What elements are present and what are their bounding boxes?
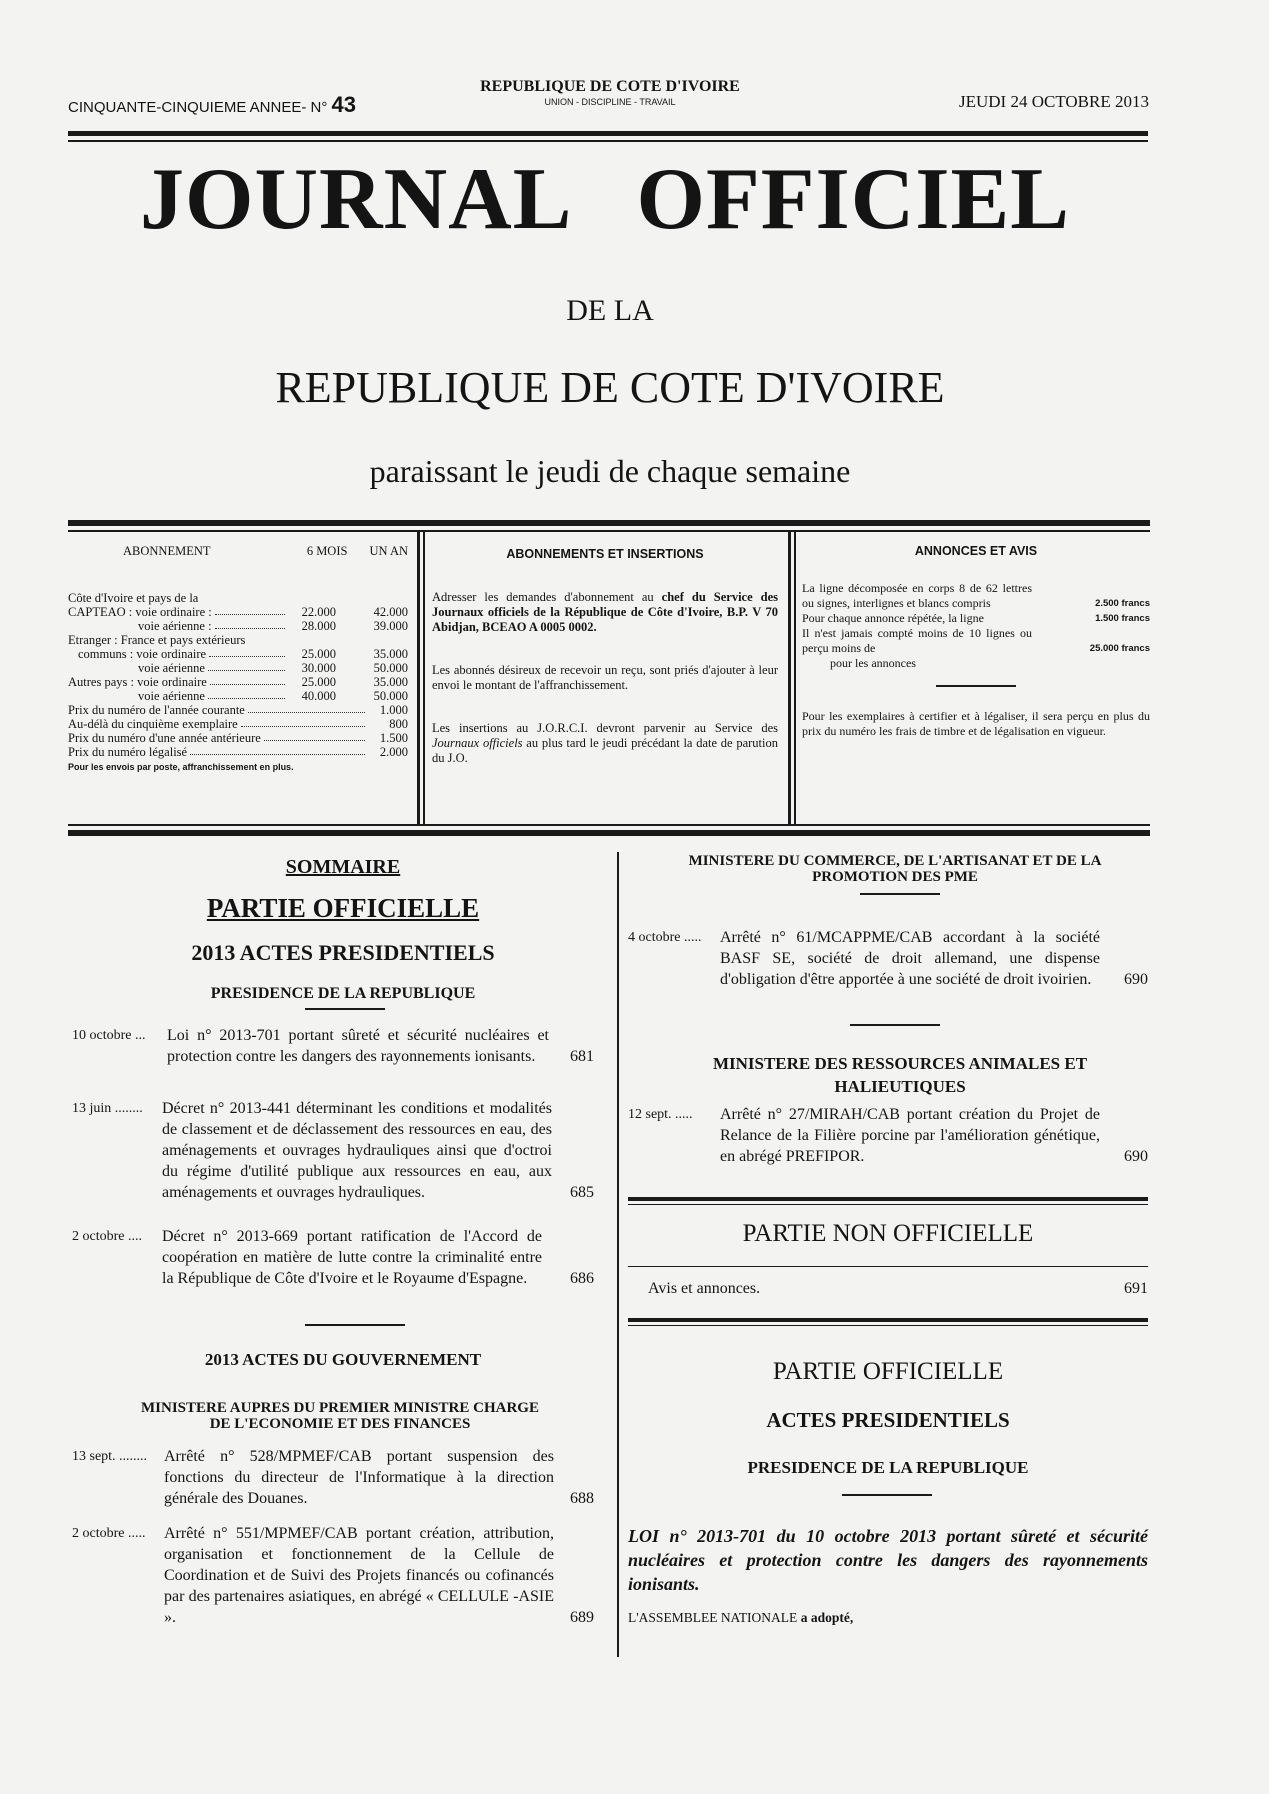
header-rule-thick — [68, 131, 1148, 136]
col-6mois: 6 MOIS — [306, 544, 348, 558]
box-top-thin — [68, 530, 1150, 532]
subscription-row-6mois: 25.000 — [301, 675, 336, 689]
avis-page: 691 — [1124, 1280, 1148, 1297]
leader-dots — [248, 703, 365, 713]
subscription-header-label: ABONNEMENT — [123, 544, 211, 558]
ministere-pm: MINISTERE AUPRES DU PREMIER MINISTRE CHARGE DE L'ECONOMIE ET DES FINANCES — [141, 1400, 539, 1432]
sommaire-entry — [72, 1226, 594, 1289]
non-officielle-rule-top2 — [628, 1204, 1148, 1205]
box-divider-2 — [788, 532, 791, 824]
assemblee-label: L'ASSEMBLEE NATIONALE — [628, 1610, 798, 1625]
subscription-row-6mois: 30.000 — [301, 661, 336, 675]
subscription-table — [68, 544, 408, 772]
subscription-row — [68, 605, 408, 619]
subscription-row-label: Côte d'Ivoire et pays de la — [68, 591, 199, 605]
price-row-label: Prix du numéro d'une année antérieure — [68, 731, 261, 745]
subscription-row-6mois — [288, 591, 336, 605]
insertions-column — [432, 547, 778, 766]
subscription-row-unan — [336, 633, 408, 647]
de-la: DE LA — [566, 294, 654, 327]
sommaire-entry — [72, 1523, 594, 1628]
insertions-p1 — [432, 590, 778, 635]
avis-label: Avis et annonces. — [648, 1280, 761, 1297]
republic-name: REPUBLIQUE DE COTE D'IVOIRE — [480, 78, 740, 95]
entry-text: Décret n° 2013-669 portant ratification de l'Accord de coopération en matière de lutte contre la criminalité entre la République de Côte d'Ivoire et le Royaume d'Espagne. — [162, 1228, 542, 1287]
entry-date: 10 octobre ... — [72, 1028, 146, 1043]
price-row-label: Prix du numéro de l'année courante — [68, 703, 245, 717]
entry-text: Décret n° 2013-441 déterminant les conditions et modalités de classement et de déclassement des ressources en eau, des aménagements et ouvrages hydrauliques ainsi que d'octroi du régime d'utilité publique aux ressources en eau, aux aménagements et ouvrages hydrauliques. — [162, 1100, 552, 1201]
leader-dots — [241, 717, 365, 727]
subscription-row-6mois: 25.000 — [301, 647, 336, 661]
issue-date: JEUDI 24 OCTOBRE 2013 — [959, 92, 1149, 111]
price-row — [68, 717, 408, 731]
sommaire-presidence: PRESIDENCE DE LA REPUBLIQUE — [210, 985, 476, 1002]
sommaire-entry — [628, 1104, 1148, 1167]
price-row — [68, 703, 408, 717]
subscription-note: Pour les envois par poste, affranchissement en plus. — [68, 762, 294, 772]
subscription-row-6mois — [288, 633, 336, 647]
subscription-row-6mois: 22.000 — [301, 605, 336, 619]
non-officielle-rule-bottom — [628, 1266, 1148, 1267]
annonces-line3-price: 25.000 francs — [1089, 643, 1150, 654]
sommaire-entry — [72, 1446, 594, 1509]
loi-title: LOI n° 2013-701 du 10 octobre 2013 portant sûreté et sécurité nucléaires et protection contre les dangers des rayonnements ionisants. — [628, 1526, 1148, 1594]
ministere-ressources: MINISTERE DES RESSOURCES ANIMALES ET HALIEUTIQUES — [712, 1054, 1088, 1096]
annonces-line1-text: La ligne décomposée en corps 8 de 62 lettres ou signes, interlignes et blancs compris — [802, 581, 1032, 610]
commerce-underline — [860, 893, 940, 895]
annonces-rule — [936, 685, 1016, 687]
entry-page: 685 — [570, 1184, 594, 1201]
entry-date: 13 juin ........ — [72, 1101, 143, 1116]
subscription-header — [68, 544, 408, 559]
adopte-label: a adopté, — [797, 1610, 854, 1625]
body-rule-top2 — [628, 1325, 1148, 1326]
col-unan: UN AN — [369, 544, 408, 558]
non-officielle-rule-top — [628, 1197, 1148, 1201]
subscription-row — [68, 647, 408, 661]
box-top-thick — [68, 520, 1150, 526]
annonces-line1 — [802, 581, 1150, 611]
leader-dots — [264, 731, 365, 741]
entry-text: Arrêté n° 27/MIRAH/CAB portant création du Projet de Relance de la Filière porcine par l'amélioration génétique, en abrégé PREFIPOR. — [720, 1106, 1100, 1165]
year-label: CINQUANTE-CINQUIEME ANNEE- N° — [68, 99, 328, 116]
subscription-row-unan — [336, 591, 408, 605]
subscription-row-6mois: 40.000 — [301, 689, 336, 703]
price-row-value: 1.500 — [379, 731, 408, 745]
entry-text: Arrêté n° 528/MPMEF/CAB portant suspension des fonctions du directeur de l'Informatique à la direction générale des Douanes. — [164, 1448, 554, 1507]
price-row-label: Au-délà du cinquième exemplaire — [68, 717, 238, 731]
ministere-commerce: MINISTERE DU COMMERCE, DE L'ARTISANAT ET DE LA PROMOTION DES PME — [688, 853, 1102, 885]
journal-title: JOURNAL OFFICIEL — [140, 151, 1070, 248]
box-divider-1 — [417, 532, 420, 824]
subscription-row — [68, 675, 408, 689]
issue-number: 43 — [331, 92, 357, 117]
entry-date: 4 octobre ..... — [628, 930, 702, 945]
subscription-row-label: voie aérienne — [138, 661, 205, 675]
subscription-row-unan: 50.000 — [373, 689, 408, 703]
subscription-row-label: communs : voie ordinaire — [78, 647, 207, 661]
column-divider — [617, 852, 619, 1657]
subscription-row-label: voie aérienne — [138, 689, 205, 703]
sommaire-actes-gouv: 2013 ACTES DU GOUVERNEMENT — [204, 1350, 482, 1369]
annonces-column — [802, 544, 1150, 739]
entry-page: 686 — [570, 1270, 594, 1287]
leader-dots — [210, 675, 285, 685]
leader-dots — [208, 661, 285, 671]
presidence-underline — [305, 1008, 385, 1010]
insertions-p3-lead: Les insertions au J.O.R.C.I. devront parvenir au Service des — [432, 721, 778, 735]
entry-page: 689 — [570, 1609, 594, 1626]
body-presidence: PRESIDENCE DE LA REPUBLIQUE — [747, 1458, 1029, 1477]
price-row-value: 2.000 — [379, 745, 408, 759]
assemblee-line — [628, 1610, 853, 1626]
subscription-row-unan: 39.000 — [373, 619, 408, 633]
entry-page: 681 — [570, 1048, 594, 1065]
subscription-row-label: CAPTEAO : voie ordinaire : — [68, 605, 212, 619]
body-partie: PARTIE OFFICIELLE — [772, 1358, 1004, 1385]
box-bottom-thick — [68, 830, 1150, 836]
insertions-p3-italic: Journaux officiels — [432, 736, 523, 750]
insertions-p1-lead: Adresser les demandes d'abonnement au — [432, 590, 654, 604]
leader-dots — [215, 619, 285, 629]
subscription-row-label: voie aérienne : — [138, 619, 212, 633]
subscription-row-label: Autres pays : voie ordinaire — [68, 675, 207, 689]
subscription-row — [68, 689, 408, 703]
annonces-header: ANNONCES ET AVIS — [914, 544, 1038, 558]
entry-text: Arrêté n° 61/MCAPPME/CAB accordant à la société BASF SE, société de droit allemand, une dispense d'obligation d'être apportée à une société de droit ivoirien. — [720, 929, 1100, 988]
price-row — [68, 731, 408, 745]
country-name: REPUBLIQUE DE COTE D'IVOIRE — [275, 363, 945, 412]
annonces-line3-tail: pour les annonces — [830, 656, 916, 670]
insertions-header: ABONNEMENTS ET INSERTIONS — [506, 547, 704, 561]
subscription-cols — [307, 544, 408, 559]
sommaire-partie: PARTIE OFFICIELLE — [206, 893, 480, 923]
leader-dots — [208, 689, 285, 699]
insertions-p1-address: chef du Service des Journaux officiels de la République de Côte d'Ivoire, B.P. V 70 Abidjan, BCEAO A 0005 0002. — [432, 590, 779, 634]
section-sep-2 — [850, 1024, 940, 1026]
subscription-row-unan: 50.000 — [373, 661, 408, 675]
entry-page: 690 — [1124, 971, 1148, 988]
entry-date: 12 sept. ..... — [628, 1107, 693, 1122]
header-rule-thin — [68, 140, 1148, 142]
annonces-line2 — [802, 611, 1150, 626]
price-row-label: Prix du numéro légalisé — [68, 745, 188, 759]
body-presidence-underline — [842, 1494, 932, 1496]
sommaire-entry — [628, 927, 1148, 990]
sommaire-entry — [72, 1025, 594, 1067]
insertions-p2: Les abonnés désireux de recevoir un reçu, sont priés d'ajouter à leur envoi le montant de l'affranchissement. — [432, 663, 778, 692]
box-divider-2b — [794, 532, 796, 824]
body-actes: ACTES PRESIDENTIELS — [766, 1408, 1010, 1432]
entry-text: Arrêté n° 551/MPMEF/CAB portant création, attribution, organisation et fonctionnement de la Cellule de Coordination et de Suivi des Projets financés ou cofinancés par des partenaires asiatiques, en abrégé « CELLULE -ASIE ». — [164, 1525, 554, 1626]
subscription-row — [68, 591, 408, 605]
annonces-line3 — [802, 626, 1150, 656]
annonces-p2: Pour les exemplaires à certifier et à légaliser, il sera perçu en plus du prix du numéro les frais de timbre et de légalisation en vigueur. — [802, 709, 1150, 738]
subscription-row-unan: 35.000 — [373, 647, 408, 661]
subscription-row — [68, 633, 408, 647]
entry-text: Loi n° 2013-701 portant sûreté et sécurité nucléaires et protection contre les dangers des rayonnements ionisants. — [167, 1027, 549, 1065]
sommaire-actes-pres: 2013 ACTES PRESIDENTIELS — [191, 940, 495, 965]
section-sep-1 — [305, 1324, 405, 1326]
subscription-row-6mois: 28.000 — [301, 619, 336, 633]
subscription-row — [68, 619, 408, 633]
subscription-row-label: Etranger : France et pays extérieurs — [68, 633, 246, 647]
leader-dots — [190, 745, 365, 755]
subscription-row-unan: 42.000 — [373, 605, 408, 619]
price-row — [68, 745, 408, 759]
leader-dots — [209, 647, 285, 657]
annonces-line1-price: 2.500 francs — [1095, 598, 1150, 609]
insertions-p3-tail: au plus tard le jeudi précédant la date de parution du J.O. — [432, 736, 778, 765]
sommaire-title: SOMMAIRE — [285, 856, 401, 878]
price-row-value: 1.000 — [379, 703, 408, 717]
insertions-p3 — [432, 721, 778, 766]
partie-non-officielle: PARTIE NON OFFICIELLE — [742, 1220, 1034, 1247]
sommaire-entry — [72, 1098, 594, 1203]
box-divider-1b — [423, 532, 425, 824]
leader-dots — [215, 605, 285, 615]
header-republic — [420, 78, 800, 107]
issue-label — [68, 92, 356, 118]
frequency: paraissant le jeudi de chaque semaine — [369, 453, 851, 489]
entry-page: 690 — [1124, 1148, 1148, 1165]
subscription-row-unan: 35.000 — [373, 675, 408, 689]
entry-date: 13 sept. ........ — [72, 1449, 148, 1464]
annonces-line2-text: Pour chaque annonce répétée, la ligne — [802, 611, 984, 625]
subscription-row — [68, 661, 408, 675]
entry-page: 688 — [570, 1490, 594, 1507]
subscription-rows — [68, 591, 408, 703]
entry-date: 2 octobre .... — [72, 1229, 142, 1244]
annonces-line3-text: Il n'est jamais compté moins de 10 lignes ou perçu moins de — [802, 626, 1032, 655]
avis-annonces-row — [648, 1280, 1148, 1298]
box-bottom-thin — [68, 824, 1150, 826]
price-rows — [68, 703, 408, 759]
price-row-value: 800 — [389, 717, 408, 731]
annonces-line2-price: 1.500 francs — [1095, 613, 1150, 624]
body-rule-top — [628, 1318, 1148, 1322]
motto: UNION - DISCIPLINE - TRAVAIL — [544, 97, 676, 107]
entry-date: 2 octobre ..... — [72, 1526, 146, 1541]
